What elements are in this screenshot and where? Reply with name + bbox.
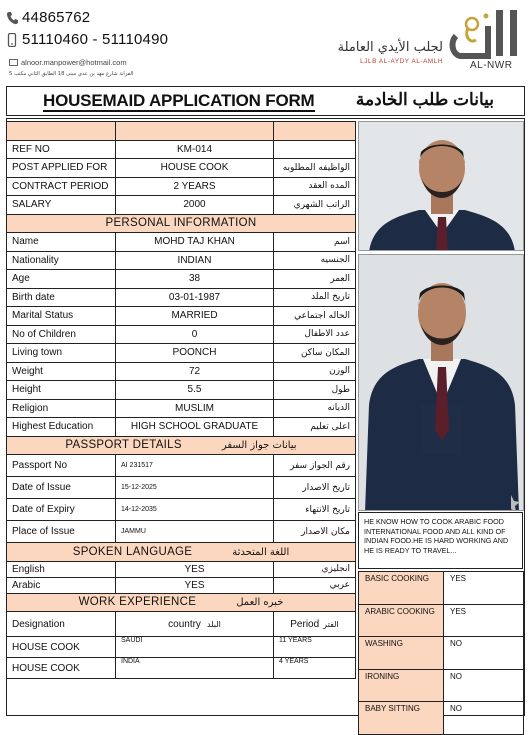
skill-value: NO <box>444 637 524 670</box>
language-info-value: YES <box>116 561 274 577</box>
language-info-row <box>7 561 356 577</box>
skill-value: NO <box>444 669 524 702</box>
personal-info-label: Height <box>7 381 116 400</box>
address-line <box>9 71 151 77</box>
logo-latin-name: LJLB AL-AYDY AL-AMLH <box>360 58 443 65</box>
personal-info-row <box>7 381 356 400</box>
top-info-label-arabic <box>274 140 356 159</box>
work-section-header <box>7 593 356 612</box>
language-section-title-arabic: اللغة المتحدثة <box>232 546 290 558</box>
personal-info-label-arabic: اعلى تعليم <box>274 418 356 437</box>
personal-info-value: MOHD TAJ KHAN <box>116 233 274 252</box>
logo-brand: AL-NWR <box>470 60 513 71</box>
personal-section-row <box>7 214 356 233</box>
work-designation: HOUSE COOK <box>7 658 116 679</box>
work-country: INDIA <box>116 658 274 679</box>
address-text: الفرانة شارع مهد بن عدي مبنى 18 الطابق الثاني مكتب 5 <box>9 71 134 77</box>
personal-info-label-arabic: الوزن <box>274 362 356 381</box>
skill-name: WASHING <box>359 637 444 670</box>
email-line <box>9 58 127 67</box>
skills-table <box>358 571 524 735</box>
personal-info-label-arabic: عدد الاطفال <box>274 325 356 344</box>
phone-number-1: 44865762 <box>22 9 91 26</box>
phone-line-2 <box>6 31 168 48</box>
top-info-value: KM-014 <box>116 140 274 159</box>
top-info-label-arabic: الواظيفه المطلوبه <box>274 159 356 178</box>
form-title-arabic: بيانات طلب الخادمة <box>355 90 494 109</box>
blank-header-row <box>7 122 356 141</box>
top-info-value: HOUSE COOK <box>116 159 274 178</box>
personal-info-row <box>7 233 356 252</box>
personal-info-label: Nationality <box>7 251 116 270</box>
work-section-title: WORK EXPERIENCE <box>78 596 197 609</box>
personal-info-row <box>7 325 356 344</box>
applicant-photo-portrait <box>358 121 524 251</box>
skill-value: YES <box>444 572 524 605</box>
personal-info-row <box>7 288 356 307</box>
skill-name: BASIC COOKING <box>359 572 444 605</box>
personal-info-label: Religion <box>7 399 116 418</box>
personal-info-value: 72 <box>116 362 274 381</box>
passport-info-value: 14-12-2035 <box>116 499 274 521</box>
passport-info-label: Place of Issue <box>7 521 116 543</box>
skill-row <box>359 702 524 735</box>
work-period: 4 YEARS <box>274 658 356 679</box>
passport-section-title-arabic: بيانات جواز السفر <box>221 440 297 452</box>
top-info-value: 2 YEARS <box>116 177 274 196</box>
skill-name: BABY SITTING <box>359 702 444 735</box>
skill-name: ARABIC COOKING <box>359 604 444 637</box>
personal-info-label-arabic: طول <box>274 381 356 400</box>
personal-info-row <box>7 418 356 437</box>
personal-info-label: Highest Education <box>7 418 116 437</box>
work-header-country-en: country <box>168 618 201 630</box>
language-info-label-arabic: عربي <box>274 577 356 593</box>
personal-info-row <box>7 362 356 381</box>
personal-info-value: INDIAN <box>116 251 274 270</box>
work-header-country <box>116 612 274 637</box>
passport-info-row <box>7 455 356 477</box>
work-country: SAUDI <box>116 637 274 658</box>
personal-section-header <box>7 214 356 233</box>
passport-info-label: Passport No <box>7 455 116 477</box>
application-table <box>6 121 356 679</box>
passport-section-row <box>7 436 356 455</box>
top-info-row <box>7 140 356 159</box>
language-info-row <box>7 577 356 593</box>
top-info-row <box>7 177 356 196</box>
personal-info-value: 03-01-1987 <box>116 288 274 307</box>
personal-info-label: Weight <box>7 362 116 381</box>
language-section-header <box>7 543 356 562</box>
personal-info-label-arabic: الجنسيه <box>274 251 356 270</box>
personal-info-label: No of Children <box>7 325 116 344</box>
personal-info-value: POONCH <box>116 344 274 363</box>
work-header-row <box>7 612 356 637</box>
logo-mark-icon <box>448 6 524 62</box>
applicant-description: HE KNOW HOW TO COOK ARABIC FOOD INTERNATIONAL FOOD AND ALL KIND OF INDIAN FOOD.HE IS HARD WORKING AND HE IS READY TO TRAVEL... <box>358 512 523 569</box>
logo-arabic-name: لجلب الأيدي العاملة <box>337 40 443 55</box>
personal-info-label-arabic: الديانه <box>274 399 356 418</box>
top-info-label: SALARY <box>7 196 116 215</box>
applicant-photo-full <box>358 254 524 511</box>
personal-info-label-arabic: العمر <box>274 270 356 289</box>
top-info-label-arabic: الراتب الشهري <box>274 196 356 215</box>
passport-info-value: 15-12-2025 <box>116 477 274 499</box>
top-info-label: CONTRACT PERIOD <box>7 177 116 196</box>
personal-info-value: 5.5 <box>116 381 274 400</box>
work-header-period-en: Period <box>290 618 320 630</box>
form-title-bar <box>6 86 525 116</box>
personal-info-label: Living town <box>7 344 116 363</box>
work-header-period-ar: الفتر <box>323 619 339 629</box>
top-info-label: POST APPLIED FOR <box>7 159 116 178</box>
email-icon <box>9 59 18 66</box>
work-header-country-ar: البلد <box>206 619 221 629</box>
language-info-label: Arabic <box>7 577 116 593</box>
top-info-label: REF NO <box>7 140 116 159</box>
skill-row <box>359 669 524 702</box>
personal-info-label-arabic: تاريخ الملد <box>274 288 356 307</box>
top-info-row <box>7 159 356 178</box>
work-row <box>7 637 356 658</box>
passport-section-title: PASSPORT DETAILS <box>65 439 182 452</box>
skill-row <box>359 572 524 605</box>
passport-section-header <box>7 436 356 455</box>
passport-info-value: AI 231517 <box>116 455 274 477</box>
passport-info-label: Date of Issue <box>7 477 116 499</box>
top-info-row <box>7 196 356 215</box>
work-header-designation: Designation <box>7 612 116 637</box>
skill-value: YES <box>444 604 524 637</box>
top-info-value: 2000 <box>116 196 274 215</box>
passport-info-row <box>7 477 356 499</box>
language-info-label: English <box>7 561 116 577</box>
personal-section-title: PERSONAL INFORMATION <box>105 217 257 230</box>
personal-info-row <box>7 399 356 418</box>
personal-info-label: Marital Status <box>7 307 116 326</box>
language-section-title: SPOKEN LANGUAGE <box>72 545 193 558</box>
personal-info-label: Name <box>7 233 116 252</box>
logo-text <box>333 40 443 65</box>
top-info-label-arabic: المده العقد <box>274 177 356 196</box>
work-section-title-arabic: خبره العمل <box>236 597 284 609</box>
phone-number-2: 51110460 - 51110490 <box>22 31 169 48</box>
language-section-row <box>7 543 356 562</box>
personal-info-row <box>7 307 356 326</box>
language-info-label-arabic: انجليزي <box>274 561 356 577</box>
passport-info-row <box>7 499 356 521</box>
personal-info-label-arabic: الحاله اجتماعي <box>274 307 356 326</box>
personal-info-label: Age <box>7 270 116 289</box>
personal-info-row <box>7 344 356 363</box>
email-address: alnoor.manpower@hotmail.com <box>21 58 127 67</box>
phone-icon <box>6 11 18 25</box>
language-info-value: YES <box>116 577 274 593</box>
work-section-row <box>7 593 356 612</box>
passport-info-value: JAMMU <box>116 521 274 543</box>
passport-info-label-arabic: تاريخ الانتهاء <box>274 499 356 521</box>
work-period: 11 YEARS <box>274 637 356 658</box>
work-row <box>7 658 356 679</box>
personal-info-label-arabic: المكان ساكن <box>274 344 356 363</box>
personal-info-value: MUSLIM <box>116 399 274 418</box>
passport-info-label-arabic: مكان الاصدار <box>274 521 356 543</box>
form-title-english: HOUSEMAID APPLICATION FORM <box>43 91 315 110</box>
mobile-icon <box>6 33 18 47</box>
work-header-period <box>274 612 356 637</box>
personal-info-value: 38 <box>116 270 274 289</box>
personal-info-value: 0 <box>116 325 274 344</box>
personal-info-value: MARRIED <box>116 307 274 326</box>
passport-info-label: Date of Expiry <box>7 499 116 521</box>
skill-value: NO <box>444 702 524 735</box>
phone-line-1 <box>6 9 90 26</box>
work-designation: HOUSE COOK <box>7 637 116 658</box>
passport-info-label-arabic: رقم الجواز سفر <box>274 455 356 477</box>
passport-info-row <box>7 521 356 543</box>
personal-info-row <box>7 251 356 270</box>
skill-name: IRONING <box>359 669 444 702</box>
company-logo <box>448 6 524 76</box>
personal-info-value: HIGH SCHOOL GRADUATE <box>116 418 274 437</box>
personal-info-label: Birth date <box>7 288 116 307</box>
skill-row <box>359 637 524 670</box>
skill-row <box>359 604 524 637</box>
personal-info-row <box>7 270 356 289</box>
passport-info-label-arabic: تاريخ الاصدار <box>274 477 356 499</box>
personal-info-label-arabic: اسم <box>274 233 356 252</box>
